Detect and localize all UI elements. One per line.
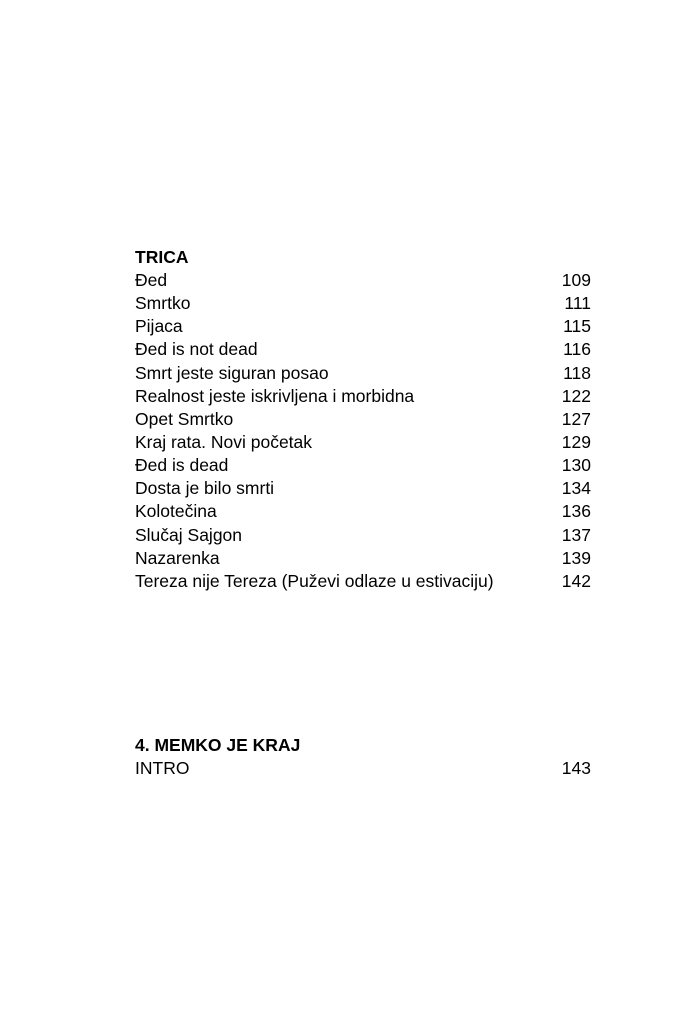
toc-entry-title: INTRO	[135, 758, 190, 778]
toc-entry	[135, 454, 591, 477]
toc-entry	[135, 385, 591, 408]
toc-section-memko	[135, 734, 591, 780]
toc-entry-title: Kolotečina	[135, 501, 217, 522]
toc-entry-page: 109	[561, 270, 591, 290]
toc-entry-page: 130	[561, 455, 591, 476]
toc-entry	[135, 408, 591, 431]
toc-entry	[135, 362, 591, 385]
toc-entry-title: Smrt jeste siguran posao	[135, 362, 329, 383]
toc-entry-title: Đed	[135, 270, 168, 290]
toc-entry-title: Tereza nije Tereza (Puževi odlaze u estivaciju)	[135, 570, 494, 591]
toc-section-trica	[135, 246, 591, 593]
toc-entry-page: 111	[564, 293, 591, 314]
toc-entry-title: Nazarenka	[135, 547, 220, 568]
toc-entry-page: 116	[563, 339, 591, 360]
toc-entry-page: 122	[561, 385, 591, 406]
toc-entry	[135, 431, 591, 454]
toc-entry	[135, 757, 591, 780]
section-title: 4. MEMKO JE KRAJ	[135, 735, 301, 755]
toc-entry	[135, 477, 591, 500]
toc-entry-page: 137	[561, 524, 591, 545]
toc-entry-title: Slučaj Sajgon	[135, 524, 243, 545]
toc-entry	[135, 338, 591, 361]
toc-entry-page: 118	[563, 362, 591, 383]
toc-entry	[135, 570, 591, 593]
toc-entry-title: Smrtko	[135, 293, 191, 314]
toc-entry	[135, 292, 591, 315]
toc-entry-title: Dosta je bilo smrti	[135, 478, 275, 499]
toc-entry	[135, 269, 591, 292]
toc-entry-title: Opet Smrtko	[135, 408, 234, 429]
toc-entry-page: 136	[561, 501, 591, 522]
toc-entry-page: 115	[563, 316, 591, 337]
toc-entry-title: Kraj rata. Novi početak	[135, 431, 313, 452]
toc-entry-page: 129	[561, 431, 591, 452]
toc-entry-title: Đed is dead	[135, 455, 229, 476]
toc-entry-page: 139	[561, 547, 591, 568]
section-title: TRICA	[135, 247, 189, 267]
toc-entry-page: 143	[561, 758, 591, 778]
toc-entry-title: Đed is not dead	[135, 339, 258, 360]
toc-entry-page: 127	[561, 408, 591, 429]
toc-entry-title: Realnost jeste iskrivljena i morbidna	[135, 385, 415, 406]
toc-entry	[135, 547, 591, 570]
toc-entry	[135, 315, 591, 338]
toc-entry-title: Pijaca	[135, 316, 183, 337]
toc-entry-page: 134	[561, 478, 591, 499]
toc-entry-page: 142	[561, 570, 591, 591]
toc-entry	[135, 524, 591, 547]
toc-entry	[135, 500, 591, 523]
